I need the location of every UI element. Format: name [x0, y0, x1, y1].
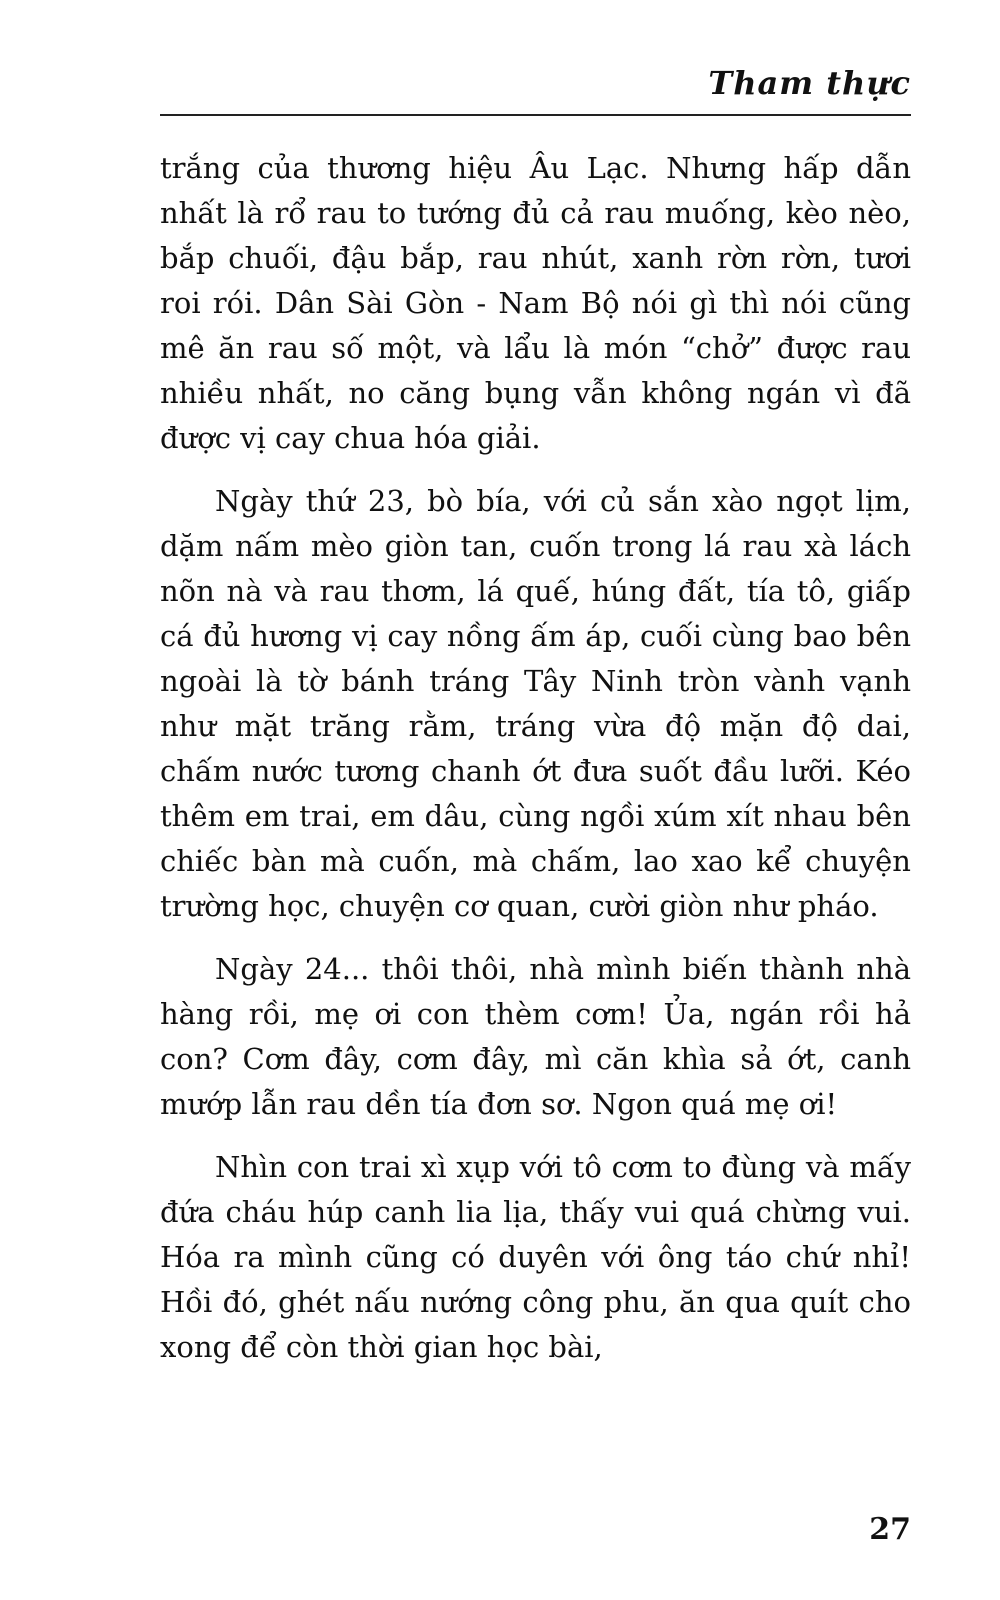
paragraph-2: Ngày thứ 23, bò bía, với củ sắn xào ngọt lịm, dặm nấm mèo giòn tan, cuốn trong lá rau xà lách nõn nà và rau thơm, lá quế, húng đất, tía tô, giấp cá đủ hương vị cay nồng ấm áp, cuối cùng bao bên ngoài là tờ bánh tráng Tây Ninh tròn vành vạnh như mặt trăng rằm, tráng vừa độ mặn độ dai, chấm nước tương chanh ớt đưa suốt đầu lưỡi. Kéo thêm em trai, em dâu, cùng ngồi xúm xít nhau bên chiếc bàn mà cuốn, mà chấm, lao xao kể chuyện trường học, chuyện cơ quan, cười giòn như pháo. — [160, 484, 911, 923]
paragraph-1: trắng của thương hiệu Âu Lạc. Nhưng hấp dẫn nhất là rổ rau to tướng đủ cả rau muống, kèo nèo, bắp chuối, đậu bắp, rau nhút, xanh rờn rờn, tươi roi rói. Dân Sài Gòn - Nam Bộ nói gì thì nói cũng mê ăn rau số một, và lẩu là món “chở” được rau nhiều nhất, no căng bụng vẫn không ngán vì đã được vị cay chua hóa giải. — [160, 151, 911, 455]
paragraph-3: Ngày 24... thôi thôi, nhà mình biến thành nhà hàng rồi, mẹ ơi con thèm cơm! Ủa, ngán rồi hả con? Cơm đây, cơm đây, mì căn khìa sả ớt, canh mướp lẫn rau dền tía đơn sơ. Ngon quá mẹ ơi! — [160, 952, 911, 1121]
page-number: 27 — [869, 1512, 911, 1547]
paragraph-4: Nhìn con trai xì xụp với tô cơm to đùng và mấy đứa cháu húp canh lia lịa, thấy vui quá chừng vui. Hóa ra mình cũng có duyên với ông táo chứ nhỉ! Hồi đó, ghét nấu nướng công phu, ăn qua quít cho xong để còn thời gian học bài, — [160, 1150, 911, 1364]
running-header — [160, 58, 911, 116]
body-text — [160, 146, 911, 1388]
running-title: Tham thực — [708, 64, 911, 102]
